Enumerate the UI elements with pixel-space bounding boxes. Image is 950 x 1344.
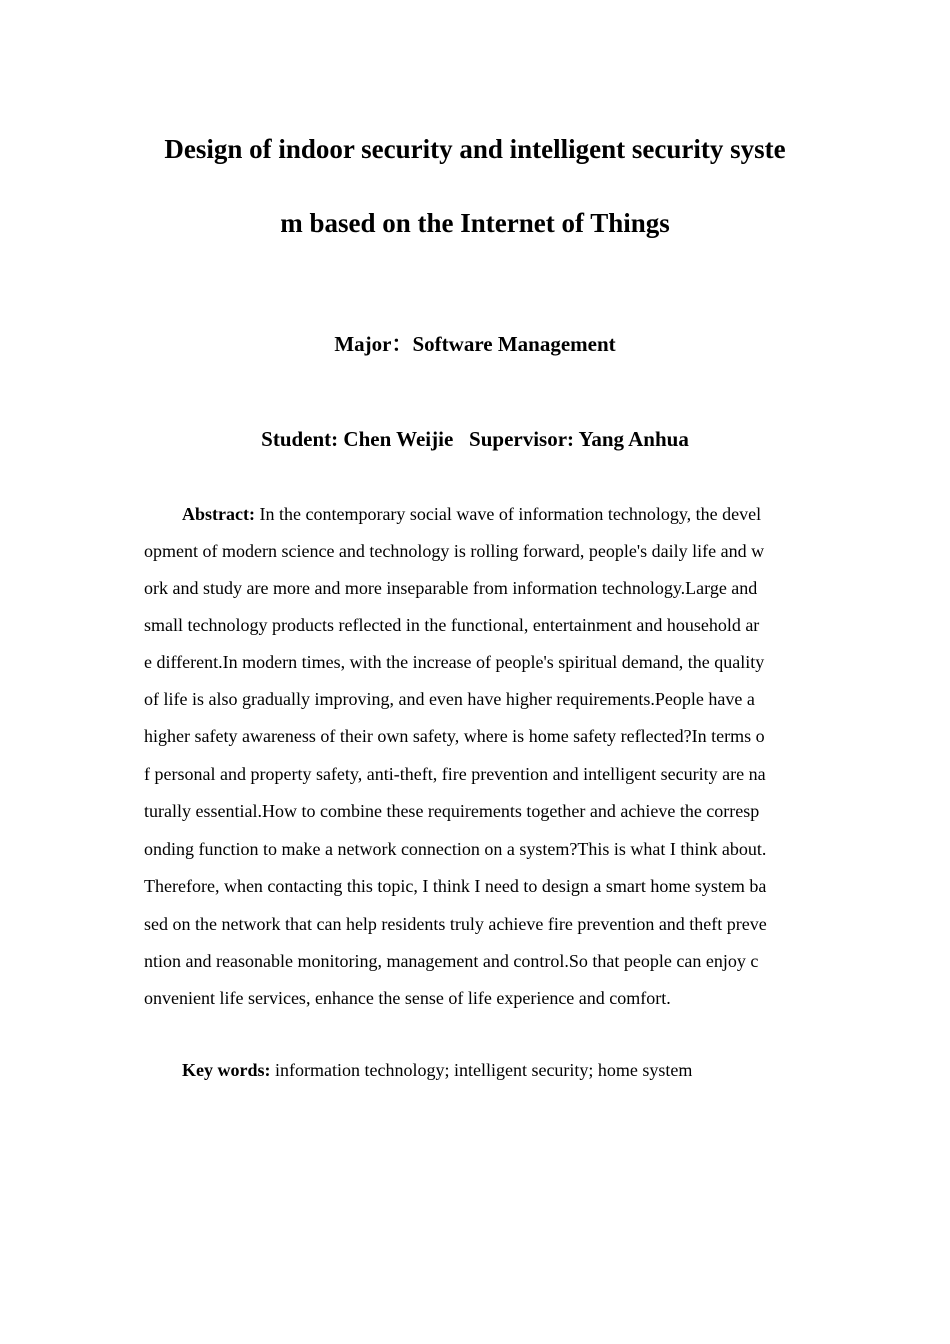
abstract-text-line: opment of modern science and technology is rolling forward, people's daily life and w [144, 541, 765, 561]
major-label: Major： [334, 332, 413, 356]
major-value: Software Management [412, 332, 616, 356]
keywords-label: Key words: [182, 1060, 271, 1080]
title-line-2: m based on the Internet of Things [280, 208, 670, 238]
keywords-value: information technology; intelligent security; home system [275, 1060, 693, 1080]
abstract-line [182, 503, 806, 525]
abstract-text-line: sed on the network that can help residents truly achieve fire prevention and theft preve [144, 914, 767, 934]
student-supervisor-line [0, 427, 950, 452]
abstract-text-line: ork and study are more and more inseparable from information technology.Large and [144, 578, 758, 598]
abstract-text-line: e different.In modern times, with the increase of people's spiritual demand, the quality [144, 652, 765, 672]
abstract-text-line: In the contemporary social wave of information technology, the devel [259, 504, 762, 524]
abstract-text-line: f personal and property safety, anti-theft, fire prevention and intelligent security are na [144, 764, 766, 784]
supervisor-name: Yang Anhua [578, 427, 689, 451]
abstract-text-line: of life is also gradually improving, and even have higher requirements.People have a [144, 689, 755, 709]
abstract-text-line: onding function to make a network connection on a system?This is what I think about. [144, 839, 767, 859]
abstract-text-line: turally essential.How to combine these requirements together and achieve the corresp [144, 801, 760, 821]
abstract-text-line: onvenient life services, enhance the sense of life experience and comfort. [144, 988, 671, 1008]
student-label: Student: [261, 427, 339, 451]
abstract-text-line: small technology products reflected in the functional, entertainment and household ar [144, 615, 760, 635]
abstract-label: Abstract: [182, 504, 255, 524]
major-line [0, 328, 950, 358]
abstract-text-line: ntion and reasonable monitoring, management and control.So that people can enjoy c [144, 951, 759, 971]
student-name: Chen Weijie [343, 427, 454, 451]
abstract-text-line: higher safety awareness of their own safety, where is home safety reflected?In terms o [144, 726, 765, 746]
abstract-text-line: Therefore, when contacting this topic, I think I need to design a smart home system ba [144, 876, 767, 896]
keywords-line [182, 1059, 806, 1081]
title-line-1: Design of indoor security and intelligent security syste [164, 134, 786, 164]
supervisor-label: Supervisor: [469, 427, 575, 451]
